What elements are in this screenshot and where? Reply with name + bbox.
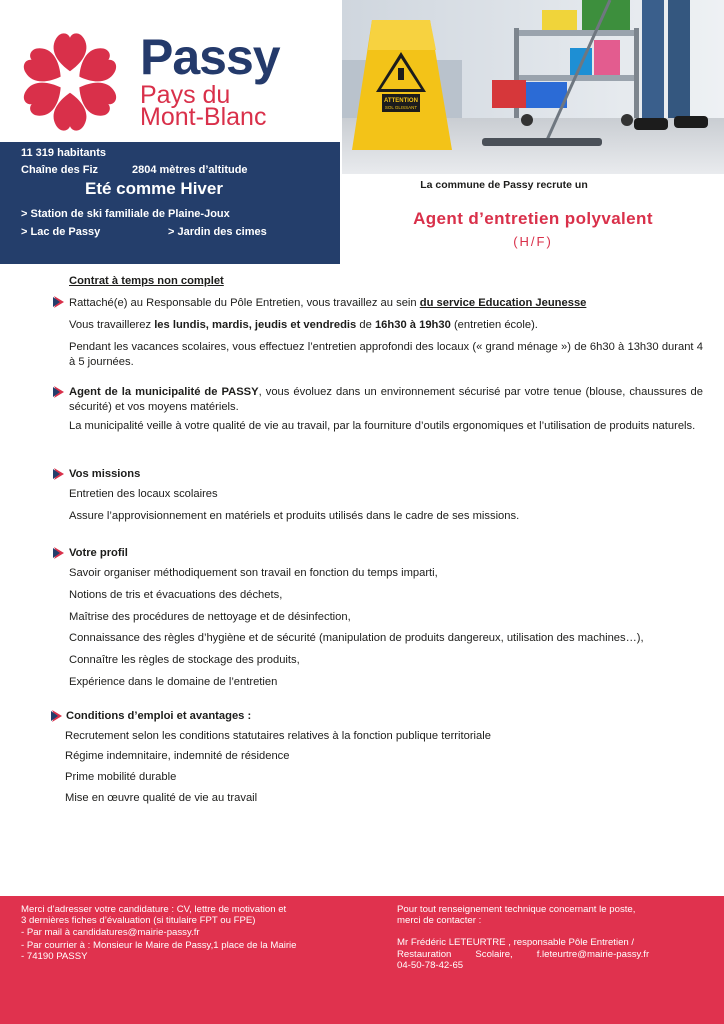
- profile-item: Expérience dans le domaine de l’entretien: [69, 676, 278, 688]
- footer-contact-line: merci de contacter :: [397, 915, 482, 926]
- sign-text-slippery: SOL GLISSANT: [384, 105, 418, 110]
- footer-apply-line: 3 dernières fiches d’évaluation (si titulaire FPT ou FPE): [21, 915, 256, 926]
- agent-lead: Agent de la municipalité de PASSY: [69, 386, 259, 398]
- mission-item: Assure l’approvisionnement en matériels et produits utilisés dans le cadre de ses missions.: [69, 510, 520, 522]
- chevron-bullet-icon: [53, 468, 64, 480]
- condition-item: Prime mobilité durable: [65, 771, 177, 783]
- profile-item: Maîtrise des procédures de nettoyage et de désinfection,: [69, 611, 351, 623]
- contract-heading: Contrat à temps non complet: [69, 275, 224, 287]
- chevron-bullet-icon: [53, 296, 64, 308]
- footer-apply-email[interactable]: - Par mail à candidatures@mairie-passy.fr: [21, 927, 200, 938]
- contract-p1-text: Rattaché(e) au Responsable du Pôle Entretien, vous travaillez au sein: [69, 297, 420, 309]
- conditions-heading: Conditions d’emploi et avantages :: [66, 710, 252, 722]
- agent-paragraph-2: La municipalité veille à votre qualité de vie au travail, par la fourniture d’outils ergonomiques et l’utilisation de produits naturels.: [69, 420, 696, 432]
- brand-subtitle-line-1: Pays du: [140, 81, 231, 109]
- footer-apply-line: Merci d’adresser votre candidature : CV, lettre de motivation et: [21, 904, 287, 915]
- footer-apply-mail: - Par courrier à : Monsieur le Maire de Passy,1 place de la Mairie: [21, 940, 297, 951]
- footer-contact-person: Mr Frédéric LETEURTRE , responsable Pôle Entretien /: [397, 937, 635, 948]
- agent-p1-text: , vous évoluez dans un environnement sécurisé par votre tenue (blouse, chaussures de sécurité) et vos moyens matériels.: [69, 386, 704, 413]
- sign-text-attention: ATTENTION: [384, 98, 418, 104]
- contact-footer: [0, 896, 724, 1024]
- contract-paragraph-3: Pendant les vacances scolaires, vous effectuez l’entretien approfondi des locaux (« grand ménage ») de 6h30 à 13h30 durant 4 à 5 journées.: [69, 341, 703, 368]
- brand-name: Passy: [140, 29, 280, 85]
- footer-contact-email[interactable]: Restauration Scolaire, f.leteurtre@mairie-passy.fr: [397, 949, 650, 960]
- work-hours: 16h30 à 19h30: [374, 319, 451, 331]
- slogan: Eté comme Hiver: [85, 179, 223, 198]
- mission-item: Entretien des locaux scolaires: [69, 488, 218, 500]
- profile-item: Connaissance des règles d’hygiène et de sécurité (manipulation de produits dangereux, utilisation des machines…),: [69, 632, 644, 644]
- contract-p2-text-a: Vous travaillerez: [69, 319, 155, 331]
- footer-apply-address: - 74190 PASSY: [21, 951, 88, 962]
- town-info-box: [0, 142, 340, 264]
- chevron-bullet-icon: [53, 386, 64, 398]
- condition-item: Mise en œuvre qualité de vie au travail: [65, 792, 258, 804]
- profile-item: Connaître les règles de stockage des produits,: [69, 654, 300, 666]
- info-item-ski-station: > Station de ski familiale de Plaine-Joux: [21, 208, 230, 220]
- condition-item: Régime indemnitaire, indemnité de résidence: [65, 750, 290, 762]
- profile-heading: Votre profil: [69, 547, 128, 559]
- job-gender-note: (H/F): [513, 234, 553, 249]
- brand-subtitle-line-2: Mont-Blanc: [140, 103, 267, 131]
- contract-paragraph-1: [69, 296, 709, 311]
- mountain-range: Chaîne des Fiz: [21, 164, 99, 176]
- cleaning-scene-illustration: [342, 0, 724, 174]
- brand-wordmark: [140, 29, 280, 131]
- contract-paragraph-2: [69, 318, 709, 333]
- work-days: les lundis, mardis, jeudis et vendredis: [154, 319, 357, 331]
- agent-paragraph-1: [69, 385, 703, 415]
- chevron-bullet-icon: [51, 710, 62, 722]
- condition-item: Recrutement selon les conditions statutaires relatives à la fonction publique territoriale: [65, 730, 491, 742]
- altitude: 2804 mètres d’altitude: [132, 164, 248, 176]
- footer-contact-line: Pour tout renseignement technique concernant le poste,: [397, 904, 636, 915]
- contract-p2-text-e: (entretien école).: [450, 319, 538, 331]
- profile-item: Savoir organiser méthodiquement son travail en fonction du temps imparti,: [69, 567, 438, 579]
- info-item-lake: > Lac de Passy: [21, 226, 101, 238]
- contract-p2-text-c: de: [356, 319, 375, 331]
- footer-contact-phone[interactable]: 04-50-78-42-65: [397, 960, 464, 971]
- service-name: du service Education Jeunesse: [419, 297, 587, 309]
- population: 11 319 habitants: [21, 147, 106, 159]
- info-item-garden: > Jardin des cimes: [168, 226, 267, 238]
- passy-logo-mark: [16, 28, 124, 136]
- recruit-intro: La commune de Passy recrute un: [420, 179, 588, 191]
- brand-subtitle: [140, 81, 280, 131]
- cleaning-photo: [342, 0, 724, 174]
- job-title: Agent d’entretien polyvalent: [413, 209, 653, 228]
- profile-item: Notions de tris et évacuations des déchets,: [69, 589, 283, 601]
- missions-heading: Vos missions: [69, 468, 141, 480]
- chevron-bullet-icon: [53, 547, 64, 559]
